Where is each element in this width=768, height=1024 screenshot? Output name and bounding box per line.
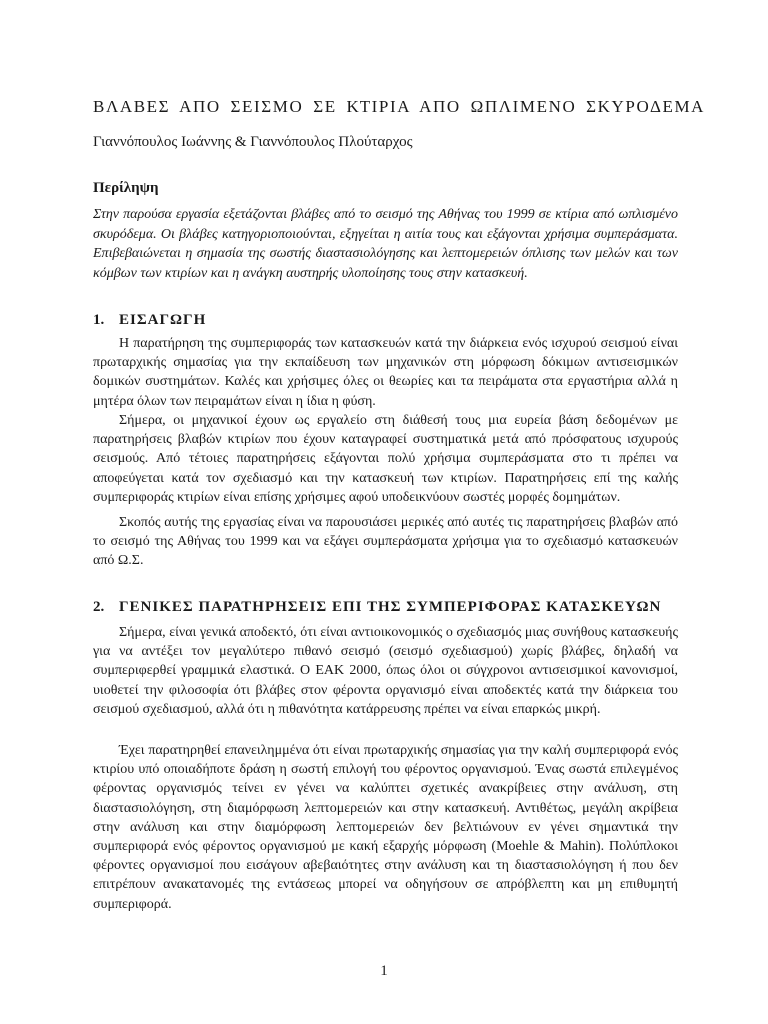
section-title: ΓΕΝΙΚΕΣ ΠΑΡΑΤΗΡΗΣΕΙΣ ΕΠΙ ΤΗΣ ΣΥΜΠΕΡΙΦΟΡΑΣ ΚΑΤΑΣΚΕΥΩΝ: [119, 599, 662, 615]
section-number: 1.: [93, 312, 105, 328]
abstract-text: Στην παρούσα εργασία εξετάζονται βλάβες από το σεισμό της Αθήνας του 1999 σε κτίρια από ωπλισμένο σκυρόδεμα. Οι βλάβες κατηγοριοποιούνται, εξηγείται η αιτία τους και εξάγονται χρήσιμα συμπεράσματα. Επιβεβαιώνεται η σημασία της σωστής διαστασιολόγησης και λεπτομερειών όπλισης των μελών και των κόμβων των κτιρίων και η ανάγκη αυστηρής υλοποίησης τους στην κατασκευή.: [93, 207, 678, 281]
document-authors: Γιαννόπουλος Ιωάννης & Γιαννόπουλος Πλούταρχος: [93, 134, 413, 150]
abstract-heading: Περίληψη: [93, 180, 159, 196]
section-heading-general-observations: [93, 599, 693, 616]
document-title: ΒΛΑΒΕΣ ΑΠΟ ΣΕΙΣΜΟ ΣΕ ΚΤΙΡΙΑ ΑΠΟ ΩΠΛΙΜΕΝΟ ΣΚΥΡΟΔΕΜΑ: [93, 97, 706, 116]
paragraph: Σήμερα, οι μηχανικοί έχουν ως εργαλείο στη διάθεσή τους μια ευρεία βάση δεδομένων με παρατηρήσεις βλαβών κτιρίων που έχουν καταγραφεί συστηματικά μετά από πρόσφατους ισχυρούς σεισμούς. Από τέτοιες παρατηρήσεις εξάγονται πολύ χρήσιμα συμπεράσματα στο τι πρέπει να αποφεύγεται κατά τον σχεδιασμό και την κατασκευή των κτιρίων. Παρατηρήσεις επί της καλής συμπεριφοράς κτιρίων είναι επίσης χρήσιμες αφού υποδεικνύουν σωστές μορφές δομημάτων.: [93, 413, 678, 505]
section-title: ΕΙΣΑΓΩΓΗ: [119, 312, 207, 328]
paragraph: Σήμερα, είναι γενικά αποδεκτό, ότι είναι αντιοικονομικός ο σχεδιασμός μιας συνήθους κατασκευής για να αντέξει τον μεγαλύτερο πιθανό σεισμό (σεισμό σχεδιασμού) χωρίς βλάβες, δηλαδή να συμπεριφερθεί γραμμικά ελαστικά. Ο ΕΑΚ 2000, όπως όλοι οι σύγχρονοι αντισεισμικοί κανονισμοί, υιοθετεί την φιλοσοφία ότι βλάβες στον φέροντα οργανισμό είναι αποδεκτές κατά την διάρκεια του σεισμού σχεδιασμού, αλλά ότι η πιθανότητα κατάρρευσης πρέπει να είναι επαρκώς μικρή.: [93, 625, 678, 717]
section-number: 2.: [93, 599, 105, 615]
paragraph: Η παρατήρηση της συμπεριφοράς των κατασκευών κατά την διάρκεια ενός ισχυρού σεισμού είναι πρωταρχικής σημασίας για την εκπαίδευση των μηχανικών στη μόρφωση δόκιμων αντισεισμικών δομικών συστημάτων. Καλές και χρήσιμες όλες οι θεωρίες και τα πειράματα στα εργαστήρια αλλά η μητέρα όλων των πειραμάτων είναι η ίδια η φύση.: [93, 336, 678, 409]
paragraph: Σκοπός αυτής της εργασίας είναι να παρουσιάσει μερικές από αυτές τις παρατηρήσεις βλαβών από το σεισμό της Αθήνας του 1999 και να εξάγει συμπεράσματα χρήσιμα για το σχεδιασμό κατασκευών από Ω.Σ.: [93, 515, 678, 569]
page-number: 1: [380, 963, 388, 979]
paragraph: Έχει παρατηρηθεί επανειλημμένα ότι είναι πρωταρχικής σημασίας για την καλή συμπεριφορά ενός κτιρίου υπό οποιαδήποτε δράση η σωστή επιλογή του φέροντος οργανισμού. Ένας σωστά επιλεγμένος φέροντας οργανισμός τείνει εν γένει να καλύπτει σχετικές ανακρίβειες στην ανάλυση, στη διαστασιολόγηση, στη διαμόρφωση λεπτομερειών και στην κατασκευή. Αντιθέτως, μεγάλη ακρίβεια στην ανάλυση και στην διαμόρφωση λεπτομερειών δεν βελτιώνουν εν γένει σημαντικά την συμπεριφορά ενός φέροντος οργανισμού με κακή εξαρχής μόρφωση (Moehle & Mahin). Πολύπλοκοι φέροντες οργανισμοί που εισάγουν αβεβαιότητες στην ανάλυση και τη διαστασιολόγηση ή που δεν επιτρέπουν ανακατανομές της εντάσεως μπορεί να οδηγήσουν σε απρόβλεπτη και μη επιθυμητή συμπεριφορά.: [93, 743, 678, 912]
section-heading-introduction: [93, 312, 693, 329]
